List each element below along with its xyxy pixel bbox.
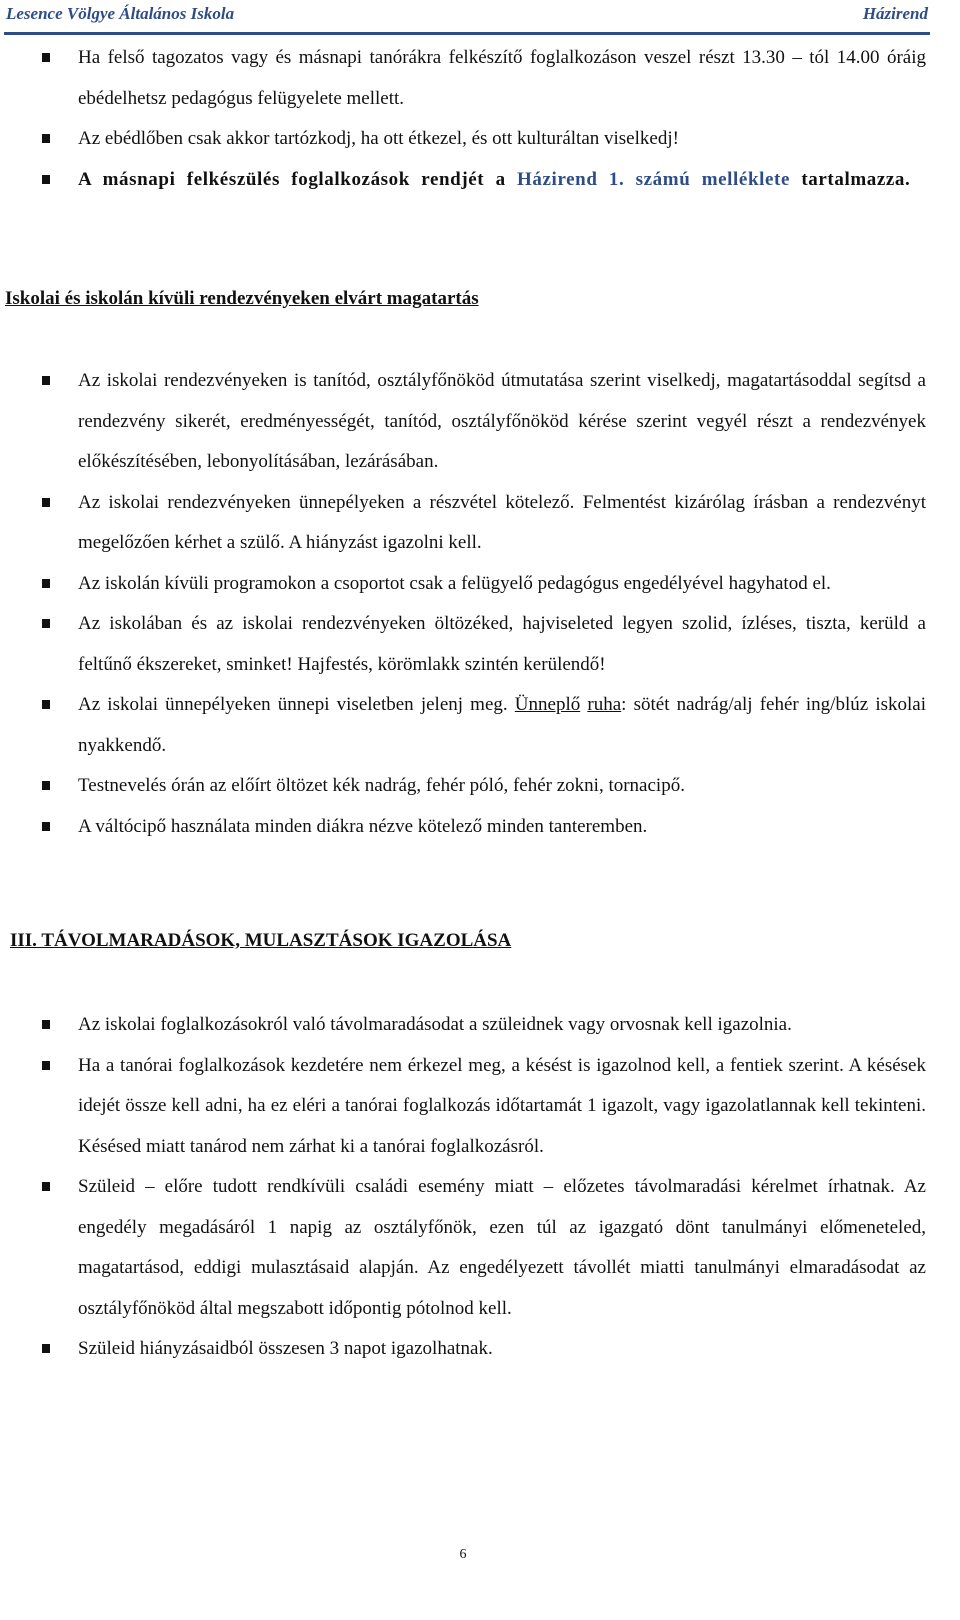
appendix-reference: Házirend 1. számú melléklete [517,168,791,190]
document-title: Házirend [862,4,928,23]
list-item: Az iskolai rendezvényeken is tanítód, osztályfőnököd útmutatása szerint viselkedj, magatartásoddal segítsd a rendezvény sikerét, eredményességét, tanítód, osztályfőnököd kérése szerint vegyél részt a rendezvények előkészítésében, lebonyolításában, lezárásában. [78,361,926,483]
section-heading-events: Iskolai és iskolán kívüli rendezvényeken elvárt magatartás [5,288,479,309]
bullet-square-icon [42,579,50,588]
bullet-square-icon [42,134,50,143]
bullet-square-icon [42,53,50,62]
page-number: 6 [459,1547,467,1562]
bullet-square-icon [42,1061,50,1070]
bullet-square-icon [42,1020,50,1029]
lunch-rules-list [78,38,926,200]
list-item: A váltócipő használata minden diákra nézve kötelező minden tanteremben. [78,807,926,848]
bullet-square-icon [42,619,50,628]
list-item: Szüleid – előre tudott rendkívüli családi esemény miatt – előzetes távolmaradási kérelmet írhatnak. Az engedély megadásáról 1 napig az osztályfőnök, ezen túl az igazgató dönt tanulmányi előmeneteled, magatartásod, eddigi mulasztásaid alapján. Az engedélyezett távollét miatti tanulmányi elmaradásodat az osztályfőnököd által megszabott időpontig pótolnod kell. [78,1167,926,1329]
list-item: A másnapi felkészülés foglalkozások rendjét a Házirend 1. számú melléklete tartalmazza. [78,160,926,201]
list-item: Ha felső tagozatos vagy és másnapi tanórákra felkészítő foglalkozáson veszel részt 13.30 – tól 14.00 óráig ebédelhetsz pedagógus felügyelete mellett. [78,38,926,119]
bullet-square-icon [42,1344,50,1353]
list-item: Az iskolai rendezvényeken ünnepélyeken a részvétel kötelező. Felmentést kizárólag írásban a rendezvényt megelőzően kérhet a szülő. A hiányzást igazolni kell. [78,483,926,564]
school-name: Lesence Völgye Általános Iskola [6,4,235,23]
list-item: Testnevelés órán az előírt öltözet kék nadrág, fehér póló, fehér zokni, tornacipő. [78,766,926,807]
bullet-square-icon [42,498,50,507]
list-item: Ha a tanórai foglalkozások kezdetére nem érkezel meg, a késést is igazolnod kell, a fentiek szerint. A késések idejét össze kell adni, ha ez eléri a tanórai foglalkozás időtartamát 1 igazolt, vagy igazolatlannak kell tekinteni. Késésed miatt tanárod nem zárhat ki a tanórai foglalkozásról. [78,1046,926,1168]
bullet-square-icon [42,175,50,184]
absence-rules-list [78,1005,926,1370]
bullet-square-icon [42,376,50,385]
list-item: Az iskolán kívüli programokon a csoportot csak a felügyelő pedagógus engedélyével hagyhatod el. [78,564,926,605]
list-item: Az iskolai ünnepélyeken ünnepi viseletben jelenj meg. Ünneplő ruha: sötét nadrág/alj fehér ing/blúz iskolai nyakkendő. [78,685,926,766]
bullet-square-icon [42,700,50,709]
list-item: Szüleid hiányzásaidból összesen 3 napot igazolhatnak. [78,1329,926,1370]
list-item: Az ebédlőben csak akkor tartózkodj, ha ott étkezel, és ott kulturáltan viselkedj! [78,119,926,160]
bullet-square-icon [42,1182,50,1191]
page-header [4,0,930,35]
list-item: Az iskolában és az iskolai rendezvényeken öltözéked, hajviseleted legyen szolid, ízléses, tiszta, kerüld a feltűnő ékszereket, sminket! Hajfestés, körömlakk szintén kerülendő! [78,604,926,685]
bullet-square-icon [42,781,50,790]
bullet-square-icon [42,822,50,831]
list-item: Az iskolai foglalkozásokról való távolmaradásodat a szüleidnek vagy orvosnak kell igazolnia. [78,1005,926,1046]
section-heading-absences: III. TÁVOLMARADÁSOK, MULASZTÁSOK IGAZOLÁSA [10,930,512,951]
event-conduct-list [78,361,926,847]
